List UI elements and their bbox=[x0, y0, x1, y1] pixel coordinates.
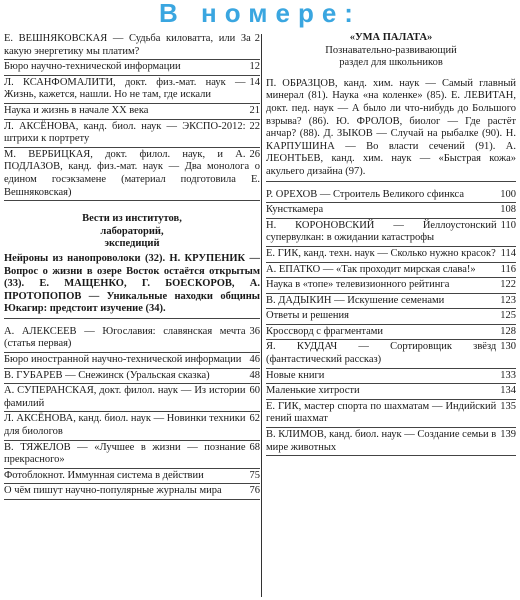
block-title: «УМА ПАЛАТА» bbox=[349, 32, 433, 43]
toc-page: 100 bbox=[500, 188, 516, 200]
toc-page: 128 bbox=[500, 325, 516, 337]
toc-entry[interactable] bbox=[266, 400, 516, 428]
toc-text: Кунсткамера bbox=[266, 204, 324, 216]
issue-contents-title: В номере: bbox=[159, 0, 361, 28]
toc-entry[interactable] bbox=[266, 428, 516, 456]
toc-page: 122 bbox=[500, 279, 516, 291]
section-body[interactable]: Нейроны из нанопроволоки (32). Н. КРУПЕНИК — Вопрос о жизни в озере Восток остаётся открытым (33). Е. МАЩЕНКО, Г. БОЕСКОРОВ, А. ПРОТОПОПОВ — Уникальные находки общины Юкагир: предстоит изучение (34). bbox=[4, 251, 260, 319]
toc-text: А. ЕПАТКО — «Так проходит мирская слава!» bbox=[266, 263, 476, 275]
toc-text: В. ДАДЫКИН — Искушение семенами bbox=[266, 294, 445, 306]
toc-entry[interactable] bbox=[266, 294, 516, 310]
toc-text: Я. КУДДАЧ — Сортировщик звёзд (фантастический рассказ) bbox=[266, 341, 497, 366]
toc-page: 21 bbox=[249, 104, 260, 116]
toc-page: 116 bbox=[500, 263, 516, 275]
section-heading-line: лабораторий, bbox=[100, 225, 164, 237]
toc-text: Новые книги bbox=[266, 369, 325, 381]
toc-page: 130 bbox=[500, 341, 516, 353]
toc-list-b bbox=[4, 325, 260, 500]
toc-page: 22 bbox=[249, 120, 260, 132]
toc-text: В. КЛИМОВ, канд. биол. наук — Создание семьи в мире животных bbox=[266, 429, 497, 453]
toc-entry[interactable] bbox=[266, 309, 516, 325]
toc-page: 62 bbox=[249, 413, 260, 425]
block-subtitle-line: Познавательно-развивающий bbox=[325, 44, 457, 56]
toc-entry[interactable] bbox=[4, 76, 260, 104]
toc-text: В. ТЯЖЕЛОВ — «Лучшее в жизни — познание прекрасного» bbox=[4, 441, 246, 466]
toc-text: А. АЛЕКСЕЕВ — Югославия: славянская мечта (статья первая) bbox=[4, 325, 246, 350]
toc-page: 68 bbox=[249, 441, 260, 453]
toc-entry[interactable] bbox=[266, 219, 516, 247]
toc-page: 48 bbox=[249, 369, 260, 381]
toc-text: Наука в «топе» телевизионного рейтинга bbox=[266, 279, 450, 291]
toc-entry[interactable] bbox=[266, 340, 516, 368]
toc-text: Кроссворд с фрагментами bbox=[266, 325, 384, 337]
toc-text: Бюро научно-технической информации bbox=[4, 61, 181, 73]
toc-entry[interactable] bbox=[266, 263, 516, 279]
toc-entry[interactable] bbox=[266, 188, 516, 204]
toc-text: Е. ГИК, мастер спорта по шахматам — Индийский гений шахмат bbox=[266, 400, 497, 425]
toc-page: 114 bbox=[500, 247, 516, 259]
toc-text: О чём пишут научно-популярные журналы мира bbox=[4, 485, 222, 497]
toc-page: 139 bbox=[500, 429, 516, 441]
toc-text: Л. КСАНФОМАЛИТИ, докт. физ.-мат. наук — Жизнь, кажется, нашли. Но не там, где искали bbox=[4, 76, 246, 101]
toc-entry[interactable] bbox=[4, 120, 260, 148]
toc-page: 108 bbox=[500, 204, 516, 216]
left-column bbox=[4, 32, 260, 500]
toc-text: А. СУПЕРАНСКАЯ, докт. филол. наук — Из истории фамилий bbox=[4, 385, 246, 409]
toc-entry[interactable] bbox=[4, 384, 260, 412]
toc-page: 125 bbox=[500, 310, 516, 322]
toc-entry[interactable] bbox=[4, 441, 260, 469]
toc-text: Бюро иностранной научно-технической информации bbox=[4, 354, 242, 366]
toc-page: 135 bbox=[500, 400, 516, 412]
toc-page: 26 bbox=[249, 148, 260, 160]
toc-entry[interactable] bbox=[266, 203, 516, 219]
toc-page: 60 bbox=[249, 385, 260, 397]
toc-entry[interactable] bbox=[266, 247, 516, 263]
toc-page: 2 bbox=[254, 33, 260, 44]
toc-text: Фотоблокнот. Иммунная система в действии bbox=[4, 469, 204, 481]
toc-text: Наука и жизнь в начале XX века bbox=[4, 104, 149, 116]
toc-entry[interactable] bbox=[4, 353, 260, 369]
toc-text: Е. ВЕШНЯКОВСКАЯ — Судьба киловатта, или За какую энергетику мы платим? bbox=[4, 33, 251, 57]
toc-page: 14 bbox=[249, 76, 260, 88]
toc-text: Л. АКСЁНОВА, канд. биол. наук — Новинки техники для биологов bbox=[4, 413, 246, 438]
toc-text: Р. ОРЕХОВ — Строитель Великого сфинкса bbox=[266, 188, 464, 200]
toc-entry[interactable] bbox=[4, 484, 260, 500]
toc-text: Маленькие хитрости bbox=[266, 385, 360, 397]
toc-text: Л. АКСЁНОВА, канд. биол. наук — ЭКСПО-2012: штрихи к портрету bbox=[4, 120, 246, 145]
toc-page: 12 bbox=[249, 61, 260, 73]
toc-entry[interactable] bbox=[4, 412, 260, 440]
toc-entry[interactable] bbox=[4, 325, 260, 353]
toc-list-right bbox=[266, 188, 516, 457]
toc-text: В. ГУБАРЕВ — Снежинск (Уральская сказка) bbox=[4, 369, 210, 381]
toc-list-a bbox=[4, 32, 260, 201]
column-divider bbox=[261, 34, 262, 597]
toc-text: Ответы и решения bbox=[266, 310, 349, 322]
toc-text: М. ВЕРБИЦКАЯ, докт. филол. наук, и А. ПОДЛАЗОВ, канд. физ.-мат. наук — Два монолога о едином госэкзамене (материал подготовила Е. Вешняковская) bbox=[4, 148, 260, 198]
toc-page: 36 bbox=[249, 325, 260, 337]
toc-page: 133 bbox=[500, 369, 516, 381]
right-column bbox=[266, 32, 516, 456]
toc-entry[interactable] bbox=[4, 148, 260, 201]
toc-entry[interactable] bbox=[4, 469, 260, 485]
toc-text: Е. ГИК, канд. техн. наук — Сколько нужно красок? bbox=[266, 247, 496, 259]
toc-page: 46 bbox=[249, 354, 260, 366]
toc-page: 134 bbox=[500, 385, 516, 397]
toc-entry[interactable] bbox=[4, 104, 260, 120]
toc-page: 75 bbox=[249, 469, 260, 481]
toc-entry[interactable] bbox=[4, 369, 260, 385]
toc-entry[interactable] bbox=[4, 32, 260, 60]
toc-page: 76 bbox=[249, 485, 260, 497]
school-block bbox=[266, 32, 516, 182]
block-body[interactable]: П. ОБРАЗЦОВ, канд. хим. наук — Самый главный минерал (81). Наука «на коленке» (85). Е. ЛЕВИТАН, докт. пед. наук — А было ли что-нибудь до Большого взрыва? (86). Ю. ФРОЛОВ, биолог — Где растёт анчар? (88). Д. ЗЫКОВ — Случай на рыбалке (90). Н. КАРПУШИНА — Во власти сечений (91). А. ЛЕОНТЬЕВ, канд. хим. наук — «Быстрая кожа» акульего дизайна (97). bbox=[266, 76, 516, 182]
toc-text: Н. КОРОНОВСКИЙ — Йеллоустонский супервулкан: в ожидании катастрофы bbox=[266, 219, 497, 244]
toc-entry[interactable] bbox=[266, 369, 516, 385]
toc-page: 110 bbox=[500, 219, 516, 231]
block-subtitle-line: раздел для школьников bbox=[339, 57, 443, 69]
toc-entry[interactable] bbox=[266, 325, 516, 341]
toc-entry[interactable] bbox=[266, 278, 516, 294]
section-heading-line: Вести из институтов, bbox=[82, 213, 182, 225]
section-heading bbox=[4, 213, 260, 251]
toc-page: 123 bbox=[500, 294, 516, 306]
toc-entry[interactable] bbox=[4, 60, 260, 76]
toc-entry[interactable] bbox=[266, 384, 516, 400]
section-heading-line: экспедиций bbox=[104, 238, 160, 250]
